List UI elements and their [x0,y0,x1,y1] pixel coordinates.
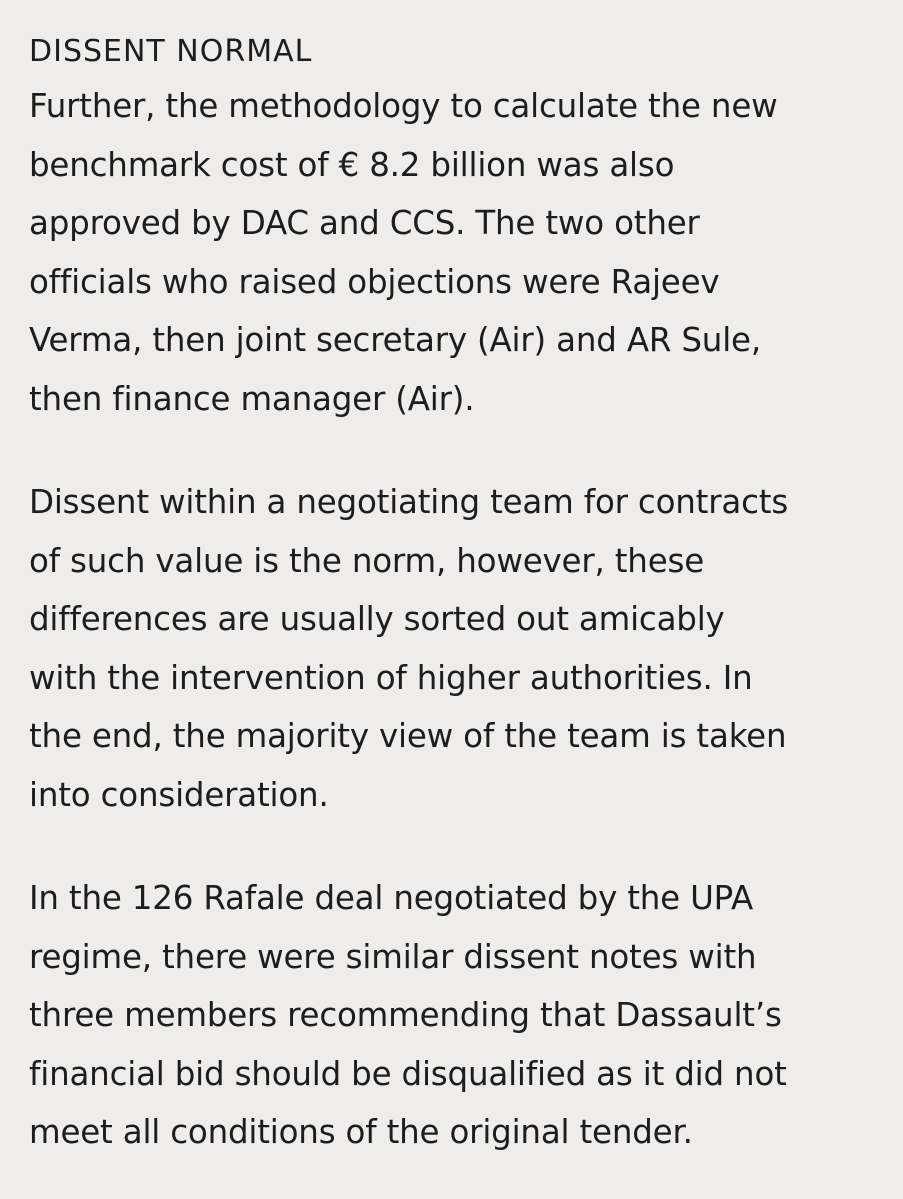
paragraph-line: then finance manager (Air). [29,379,475,418]
paragraph-line: with the intervention of higher authorities. In [29,658,753,697]
paragraph-methodology [29,77,879,428]
paragraph-line: Verma, then joint secretary (Air) and AR Sule, [29,321,761,359]
paragraph-line: meet all conditions of the original tender. [29,1113,693,1151]
section-subhead: DISSENT NORMAL [29,34,313,69]
paragraph-dissent-norm [29,473,879,824]
paragraph-line: regime, there were similar dissent notes with [29,937,757,976]
paragraph-line: of such value is the norm, however, these [29,541,705,580]
paragraph-line: into consideration. [29,775,329,814]
paragraph-line: In the 126 Rafale deal negotiated by the UPA [29,879,754,917]
paragraph-line: officials who raised objections were Rajeev [29,262,720,301]
paragraph-line: differences are usually sorted out amicably [29,600,725,638]
paragraph-line: financial bid should be disqualified as it did not [29,1054,787,1093]
paragraph-line: Further, the methodology to calculate the new [29,87,778,125]
paragraph-line: three members recommending that Dassault’s [29,996,782,1034]
paragraph-upa-deal [29,869,879,1162]
paragraph-line: benchmark cost of € 8.2 billion was also [29,145,675,184]
paragraph-line: the end, the majority view of the team is taken [29,717,787,755]
paragraph-line: approved by DAC and CCS. The two other [29,204,700,242]
paragraph-line: Dissent within a negotiating team for contracts [29,483,789,521]
